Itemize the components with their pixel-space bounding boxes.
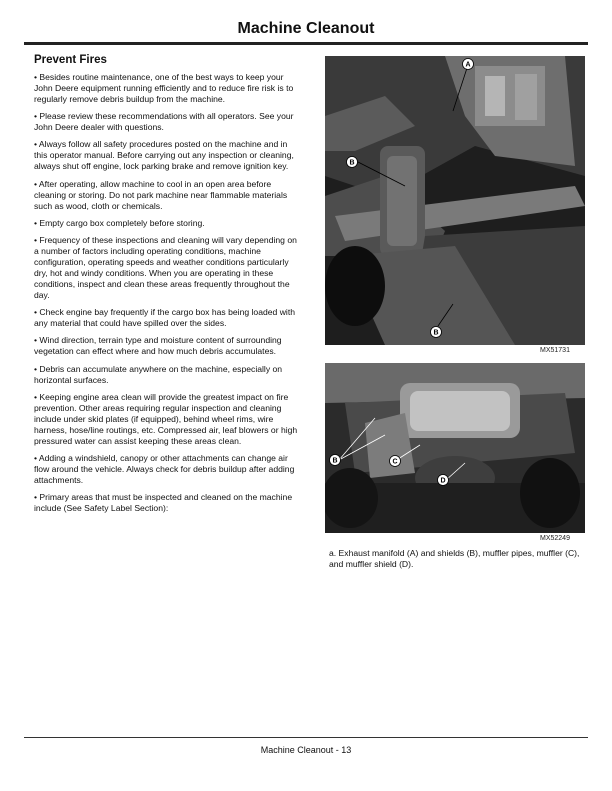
prevent-fires-section (34, 54, 300, 520)
bullet-item: • Keeping engine area clean will provide the greatest impact on fire prevention. Other areas requiring regular inspection and cleaning include under skid plates (if equipped), behind wheel rims, wire harness, hose/line routings, etc. Compressed air, leaf blowers or high pressured water can assist keeping these areas clean. (34, 391, 298, 446)
section-heading: Prevent Fires (34, 54, 107, 66)
title-rule (24, 42, 588, 45)
footer-rule (24, 737, 588, 738)
bullet-item: • Besides routine maintenance, one of the best ways to keep your John Deere equipment running efficiently and to reduce fire risk is to regularly remove debris buildup from the machine. (34, 72, 294, 104)
bullet-item: • Adding a windshield, canopy or other attachments can change air flow around the vehicle. Always check for debris buildup after adding attachments. (34, 452, 295, 485)
page-title: Machine Cleanout (237, 20, 375, 37)
svg-text:C: C (392, 458, 398, 466)
figure-code: MX52249 (540, 535, 570, 542)
bullet-item: • Primary areas that must be inspected and cleaned on the machine include (See Safety Label Section): (34, 492, 293, 514)
callout-d (438, 475, 449, 486)
callout-b (431, 327, 442, 338)
bullet-item: • Frequency of these inspections and cleaning will vary depending on a number of factors including operating conditions, machine configuration, operating speeds and weather conditions particularly dry, hot and windy conditions. When you are operating in these conditions, inspect and clean these areas frequently throughout the day. (34, 234, 297, 300)
bullet-item: • Check engine bay frequently if the cargo box has being loaded with any material that could have spilled over the sides. (34, 307, 295, 329)
muffler-photo (325, 363, 585, 533)
svg-text:D: D (440, 477, 446, 485)
callout-a (463, 59, 474, 70)
svg-text:A: A (465, 61, 471, 69)
figure-code: MX51731 (540, 347, 570, 354)
svg-text:B: B (349, 159, 355, 167)
engine-exhaust-photo (325, 56, 585, 345)
bullet-item: • After operating, allow machine to cool in an open area before cleaning or storing. Do not park machine near flammable materials such as wood, cloth or chemicals. (34, 178, 288, 211)
callout-c (390, 456, 401, 467)
callout-b (330, 455, 341, 466)
figure-caption: a. Exhaust manifold (A) and shields (B), muffler pipes, muffler (C), and muffler shield (D). (329, 548, 580, 569)
bullet-item: • Empty cargo box completely before storing. (34, 217, 205, 228)
svg-text:B: B (332, 457, 338, 465)
page-footer: Machine Cleanout - 13 (260, 745, 352, 755)
bullet-item: • Please review these recommendations with all operators. See your John Deere dealer with questions. (34, 111, 294, 133)
bullet-list (34, 72, 300, 514)
bullet-item: • Debris can accumulate anywhere on the machine, especially on horizontal surfaces. (34, 363, 283, 385)
callout-b (347, 157, 358, 168)
bullet-item: • Always follow all safety procedures posted on the machine and in this operator manual. Before carrying out any inspection or cleaning, always shut off engine, lock parking brake and remove ignition key. (34, 139, 294, 172)
svg-text:B: B (433, 329, 439, 337)
bullet-item: • Wind direction, terrain type and moisture content of surrounding vegetation can effect where and how much debris accumulates. (34, 335, 282, 357)
